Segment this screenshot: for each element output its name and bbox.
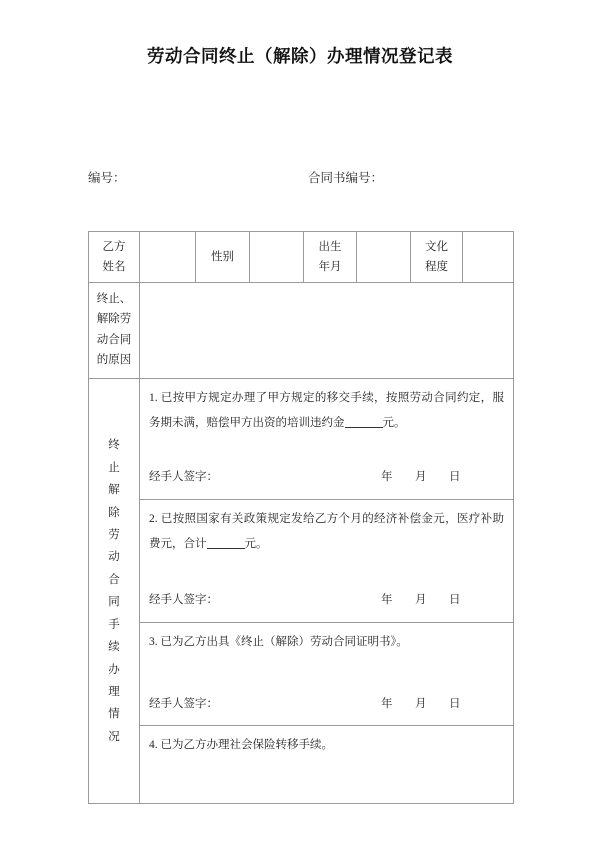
vertical-label-char-5: 动: [108, 551, 120, 564]
vertical-label-char-6: 合: [108, 573, 120, 586]
cell-gender-value[interactable]: [250, 232, 304, 283]
birth-label-line1: 出生: [318, 241, 342, 253]
cell-procedure-item-4: [140, 726, 514, 804]
procedure-item-2-blank[interactable]: [207, 548, 245, 549]
reason-label-line2: 解除劳: [96, 313, 132, 326]
name-label-line1: 乙方: [102, 241, 126, 253]
cell-name-label: [89, 232, 140, 283]
procedure-item-1-date[interactable]: [381, 468, 461, 484]
procedure-item-2-date-day: 日: [449, 593, 461, 606]
cell-name-value[interactable]: [140, 232, 196, 283]
vertical-label-char-11: 理: [108, 685, 120, 698]
cell-gender-label: 性别: [196, 232, 250, 283]
procedure-item-4-text-part1: 4. 已为乙方办理社会保险转移手续。: [149, 739, 333, 752]
contract-number-label: 合同书编号：: [308, 171, 384, 185]
cell-procedure-item-1: [140, 379, 514, 500]
procedure-item-3-date-day: 日: [449, 697, 461, 710]
procedure-item-1-blank[interactable]: [345, 427, 383, 428]
procedure-item-2-date-month: 月: [415, 593, 427, 606]
cell-birth-value[interactable]: [357, 232, 411, 283]
cell-reason-label: [89, 283, 140, 379]
vertical-label-char-13: 况: [108, 730, 120, 743]
procedure-item-2-signature-row: [149, 591, 504, 609]
vertical-label-char-9: 续: [108, 641, 120, 654]
procedure-item-3-date-year: 年: [381, 697, 393, 710]
procedure-item-1-signature-label[interactable]: 经手人签字：: [149, 470, 218, 483]
vertical-label-char-12: 情: [108, 708, 120, 721]
serial-number-label: 编号：: [88, 171, 126, 185]
procedure-item-2-date[interactable]: [381, 591, 461, 607]
table-row-procedure-item-3: [89, 623, 514, 726]
reason-label-line4: 的原因: [96, 353, 132, 366]
procedure-item-2-text-part2: 元。: [244, 537, 268, 550]
table-row-basic-info: [89, 232, 514, 283]
cell-reason-value[interactable]: [140, 283, 514, 379]
vertical-label-char-7: 同: [108, 596, 120, 609]
vertical-label-char-4: 劳: [108, 528, 120, 541]
procedure-item-1-text-part2: 元。: [382, 416, 406, 429]
reason-label-line1: 终止、: [96, 293, 132, 306]
cell-procedure-item-3: [140, 623, 514, 726]
procedure-item-1-date-month: 月: [415, 470, 427, 483]
procedure-item-3-date[interactable]: [381, 695, 461, 711]
procedure-item-2-signature-label[interactable]: 经手人签字：: [149, 593, 218, 606]
table-row-reason: [89, 283, 514, 379]
table-row-procedure-item-1: [89, 379, 514, 500]
number-row: [88, 168, 513, 188]
reason-label-line3: 动合同: [96, 333, 132, 346]
procedure-item-3-date-month: 月: [415, 697, 427, 710]
vertical-label-char-8: 手: [108, 618, 120, 631]
name-label-line2: 姓名: [102, 261, 126, 274]
procedure-item-3-text: [149, 630, 504, 655]
vertical-label-char-1: 止: [108, 461, 120, 474]
procedure-item-2-date-year: 年: [381, 593, 393, 606]
procedure-item-1-text: [149, 386, 504, 435]
procedure-item-2-text: [149, 507, 504, 556]
cell-education-label: [411, 232, 463, 283]
vertical-label-char-0: 终: [108, 439, 120, 452]
procedure-item-1-date-day: 日: [449, 470, 461, 483]
procedure-item-3-signature-label[interactable]: 经手人签字：: [149, 697, 218, 710]
procedure-item-3-text-part1: 3. 已为乙方出具《终止（解除）劳动合同证明书》。: [149, 636, 408, 649]
table-row-procedure-item-2: [89, 500, 514, 623]
vertical-label-char-2: 解: [108, 484, 120, 497]
cell-birth-label: [304, 232, 357, 283]
procedure-item-4-text: [149, 733, 504, 758]
cell-procedure-vertical-label: [89, 379, 140, 804]
vertical-label-char-3: 除: [108, 506, 120, 519]
procedure-item-1-text-part1: 1. 已按甲方规定办理了甲方规定的移交手续，按照劳动合同约定，服务期未满，赔偿甲方出资的培训违约金: [149, 392, 504, 429]
page-title: 劳动合同终止（解除）办理情况登记表: [147, 46, 453, 66]
vertical-label-char-10: 办: [108, 663, 120, 676]
education-label-line1: 文化: [425, 241, 448, 253]
table-row-procedure-item-4: [89, 726, 514, 804]
procedure-item-1-date-year: 年: [381, 470, 393, 483]
registration-form-table: [88, 231, 514, 804]
cell-education-value[interactable]: [463, 232, 514, 283]
procedure-item-1-signature-row: [149, 468, 504, 486]
procedure-item-3-signature-row: [149, 695, 504, 713]
cell-procedure-item-2: [140, 500, 514, 623]
birth-label-line2: 年月: [318, 261, 342, 274]
procedure-item-2-text-part1: 2. 已按照国家有关政策规定发给乙方个月的经济补偿金元，医疗补助费元，合计: [149, 513, 504, 550]
education-label-line2: 程度: [425, 261, 448, 274]
